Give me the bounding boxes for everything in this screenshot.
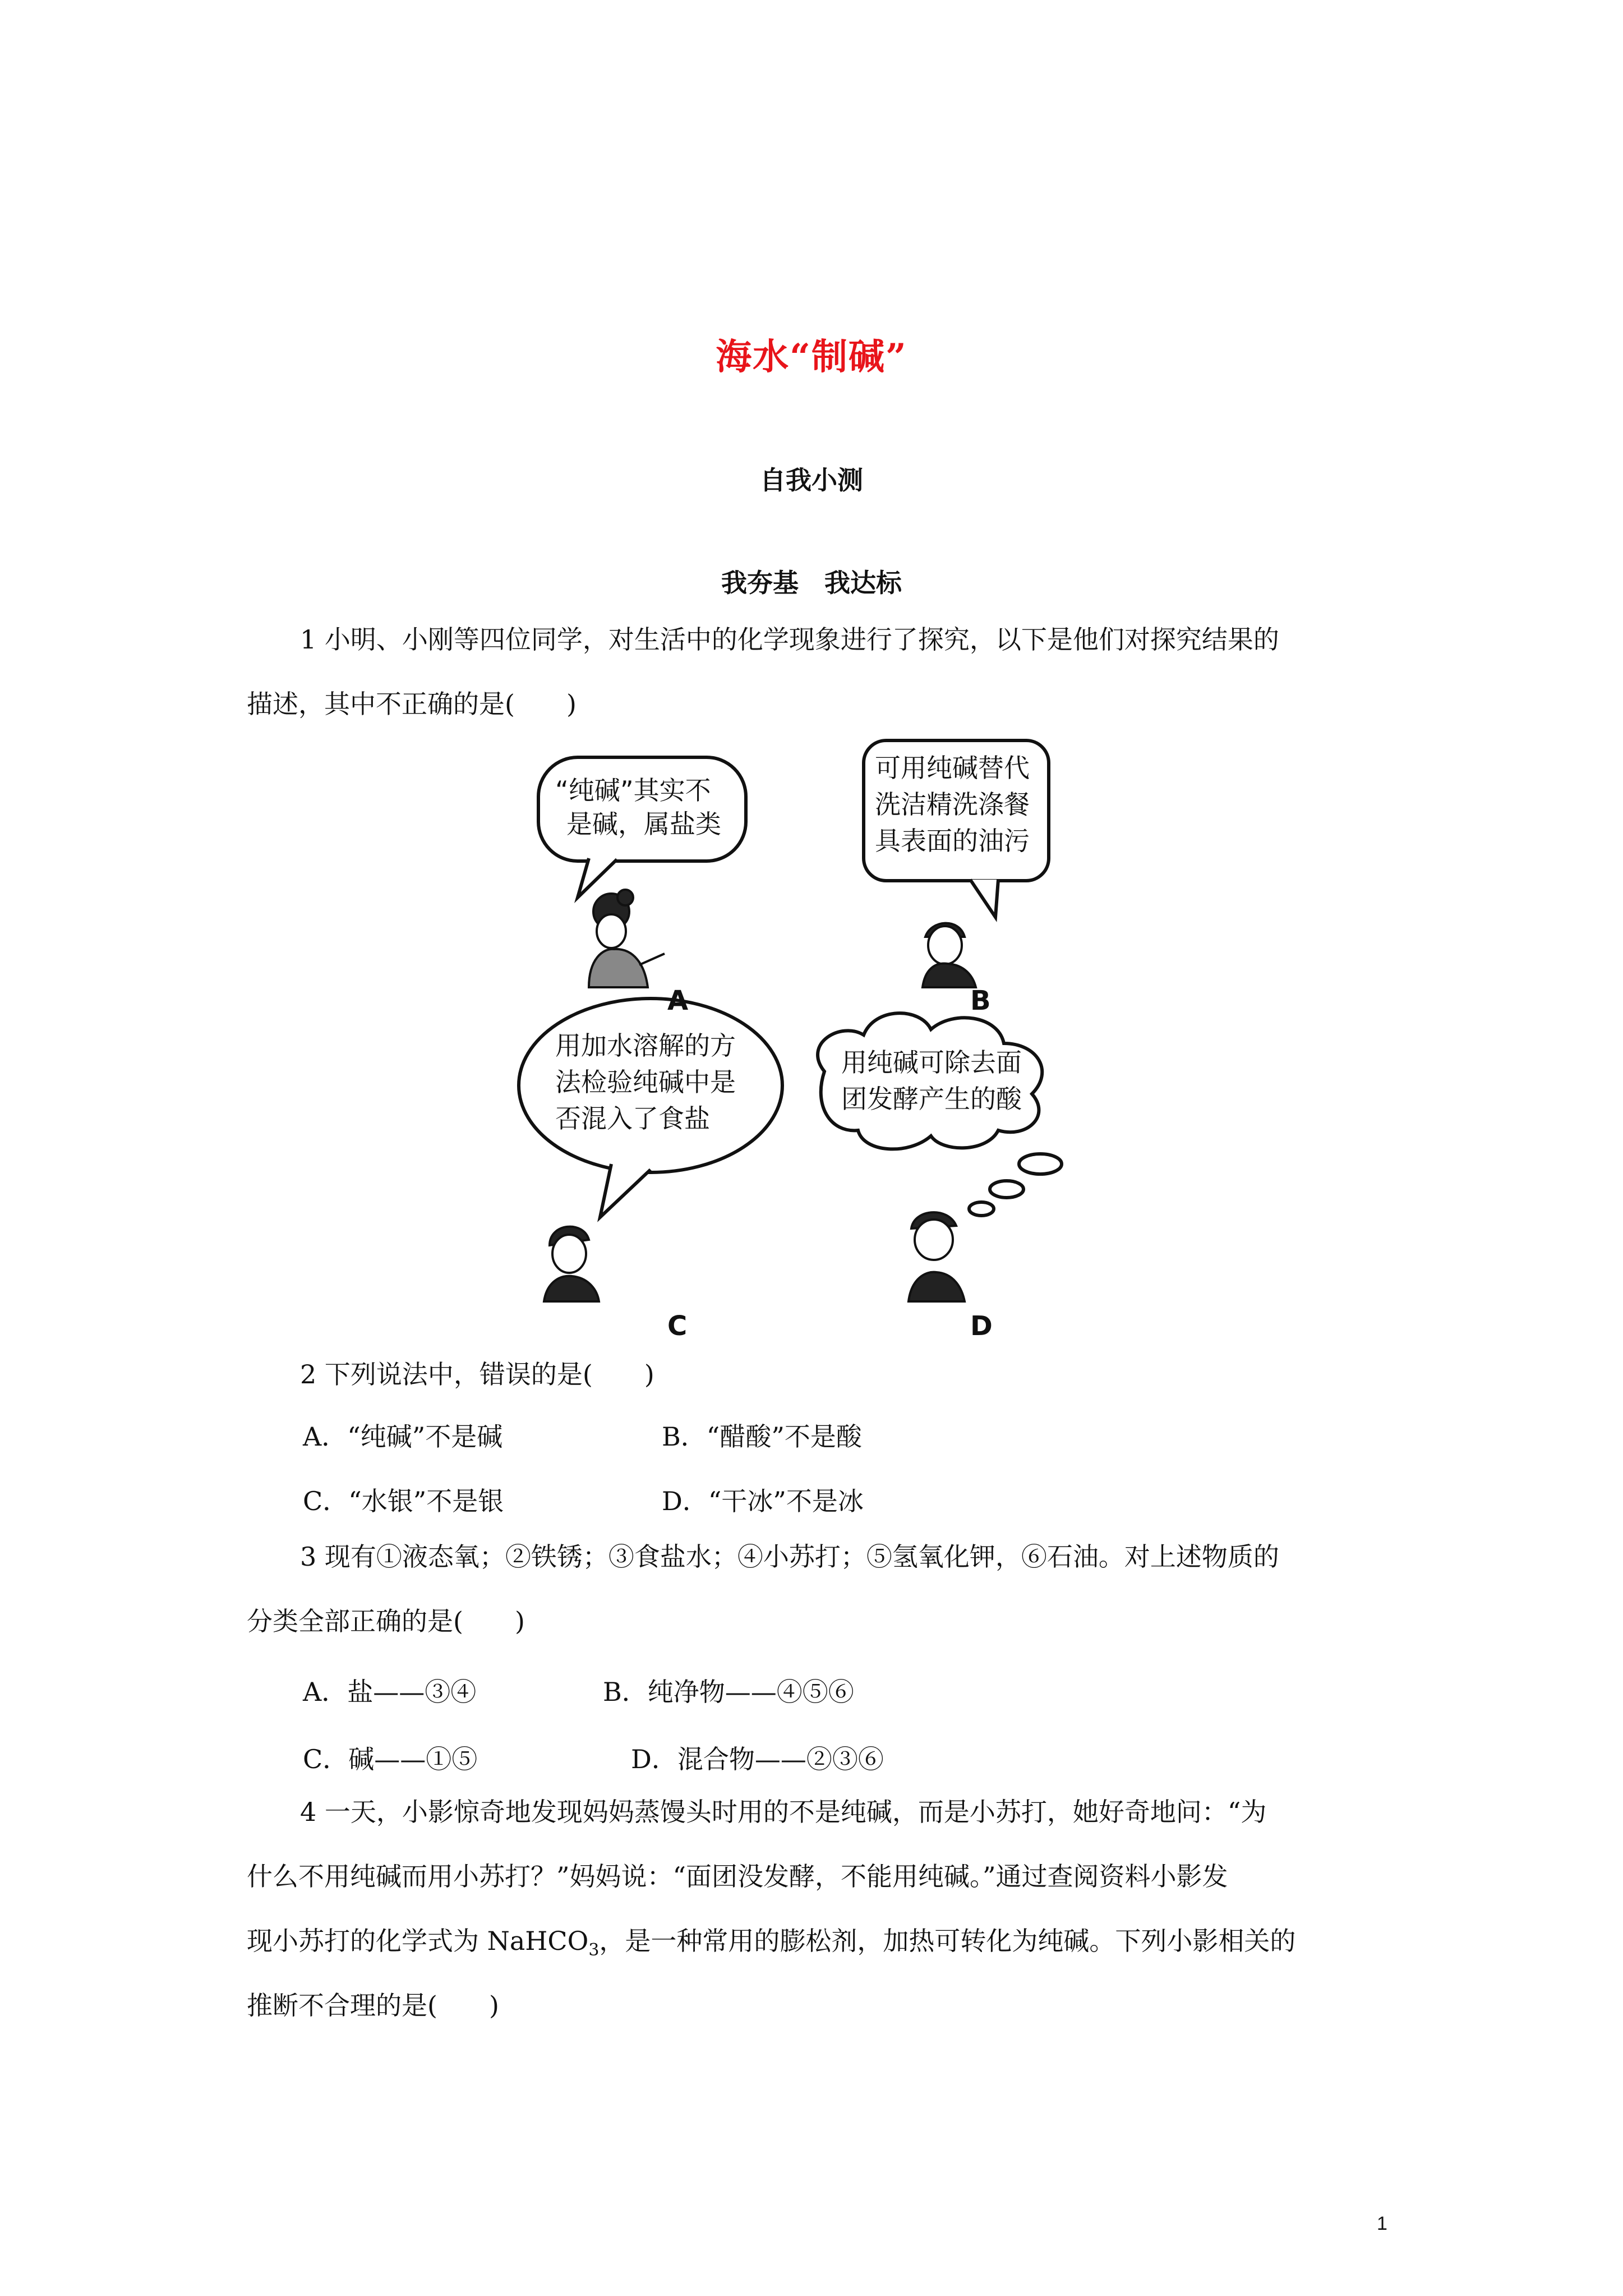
bubble-a-line1: “纯碱”其实不 — [555, 775, 711, 806]
figure-c-boy — [544, 1227, 599, 1301]
q2-stem: 2 下列说法中，错误的是( ) — [300, 1359, 654, 1389]
q3-line2: 分类全部正确的是( ) — [247, 1606, 525, 1636]
q4-line3-post: ，是一种常用的膨松剂，加热可转化为纯碱。下列小影相关的 — [599, 1926, 1296, 1956]
q2-option-d: D．“干冰”不是冰 — [662, 1486, 864, 1516]
q4-line3-pre: 现小苏打的化学式为 NaHCO — [247, 1926, 589, 1956]
q4-line3-subscript: 3 — [588, 1940, 600, 1961]
q4-line4: 推断不合理的是( ) — [247, 1990, 499, 2021]
q1-line2: 描述，其中不正确的是( ) — [247, 689, 577, 719]
panel-label-a: A — [667, 985, 689, 1016]
page-number: 1 — [1377, 2213, 1387, 2234]
bubble-c-line2: 法检验纯碱中是 — [555, 1067, 736, 1097]
bubble-c-line1: 用加水溶解的方 — [555, 1030, 736, 1061]
q1-illustration — [505, 729, 1150, 1346]
q2-option-a: A．“纯碱”不是碱 — [303, 1421, 503, 1452]
bubble-a-line2: 是碱，属盐类 — [566, 809, 721, 839]
bubble-b-line2: 洗洁精洗涤餐 — [875, 789, 1030, 820]
panel-label-c: C — [667, 1310, 688, 1342]
bubble-d-cloud — [818, 1013, 1062, 1216]
section-heading: 自我小测 — [760, 465, 863, 495]
bubble-b-line3: 具表面的油污 — [875, 826, 1030, 856]
q1-line1: 1 小明、小刚等四位同学，对生活中的化学现象进行了探究，以下是他们对探究结果的 — [300, 624, 1279, 655]
q4-line2: 什么不用纯碱而用小苏打？”妈妈说：“面团没发酵，不能用纯碱。”通过查阅资料小影发 — [247, 1861, 1228, 1892]
panel-label-d: D — [970, 1310, 993, 1342]
bubble-c-line3: 否混入了食盐 — [555, 1103, 710, 1134]
bubble-d-line2: 团发酵产生的酸 — [841, 1084, 1022, 1114]
bubble-d-line1: 用纯碱可除去面 — [841, 1047, 1022, 1078]
bubble-b-line1: 可用纯碱替代 — [875, 753, 1030, 783]
q4-line3 — [247, 1924, 1295, 1967]
q3-option-a: A．盐——③④ — [303, 1677, 477, 1707]
page-title: 海水“制碱” — [716, 336, 907, 378]
q3-option-b: B．纯净物——④⑤⑥ — [603, 1677, 854, 1707]
q2-option-b: B．“醋酸”不是酸 — [662, 1421, 862, 1452]
panel-label-b: B — [970, 985, 991, 1016]
q2-option-c: C．“水银”不是银 — [303, 1486, 504, 1516]
figure-b-boy — [923, 923, 976, 987]
figure-a-girl — [589, 890, 665, 987]
q3-line1: 3 现有①液态氧；②铁锈；③食盐水；④小苏打；⑤氢氧化钾，⑥石油。对上述物质的 — [300, 1542, 1279, 1572]
figure-d-boy — [909, 1212, 965, 1301]
q3-option-d: D．混合物——②③⑥ — [631, 1744, 884, 1774]
q4-line1: 4 一天，小影惊奇地发现妈妈蒸馒头时用的不是纯碱，而是小苏打，她好奇地问：“为 — [300, 1797, 1267, 1827]
q3-option-c: C．碱——①⑤ — [303, 1744, 478, 1774]
subsection-heading: 我夯基 我达标 — [721, 568, 902, 598]
